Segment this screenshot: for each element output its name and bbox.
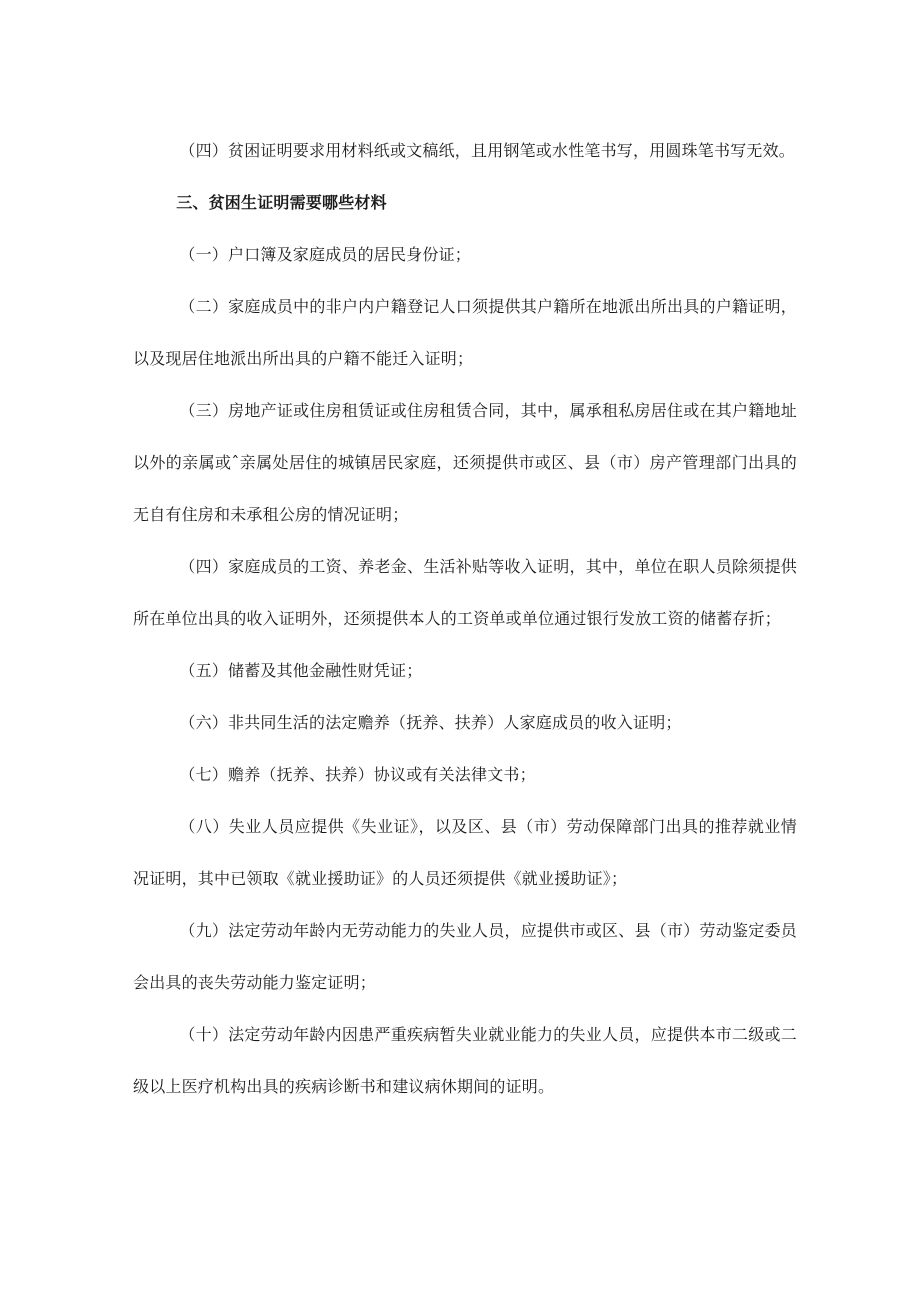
paragraph-material-7: （七）赡养（抚养、扶养）协议或有关法律文书； [179,765,536,784]
paragraph-material-1: （一）户口簿及家庭成员的居民身份证； [179,245,471,264]
paragraph-material-9: （九）法定劳动年龄内无劳动能力的失业人员，应提供市或区、县（市）劳动鉴定委员会出具的丧失劳动能力鉴定证明； [133,921,797,992]
paragraph-material-3: （三）房地产证或住房租赁证或住房租赁合同，其中，属承租私房居住或在其户籍地址以外的亲属或ˆ亲属处居住的城镇居民家庭，还须提供市或区、县（市）房产管理部门出具的无自有住房和未承租公房的情况证明； [133,401,797,524]
paragraph-material-4: （四）家庭成员的工资、养老金、生活补贴等收入证明，其中，单位在职人员除须提供所在单位出具的收入证明外，还须提供本人的工资单或单位通过银行发放工资的储蓄存折； [133,557,797,628]
paragraph-requirement-4: （四）贫困证明要求用材料纸或文稿纸，且用钢笔或水性笔书写，用圆珠笔书写无效。 [179,141,795,160]
paragraph-material-8: （八）失业人员应提供《失业证》，以及区、县（市）劳动保障部门出具的推荐就业情况证明，其中已领取《就业援助证》的人员还须提供《就业援助证》； [133,817,797,888]
paragraph-material-6: （六）非共同生活的法定赡养（抚养、扶养）人家庭成员的收入证明； [179,713,682,732]
document-body [133,125,797,1113]
section-heading-3: 三、贫困生证明需要哪些材料 [176,193,387,212]
paragraph-material-10: （十）法定劳动年龄内因患严重疾病暂失业就业能力的失业人员，应提供本市二级或二级以上医疗机构出具的疾病诊断书和建议病休期间的证明。 [133,1025,797,1096]
paragraph-material-5: （五）储蓄及其他金融性财凭证； [179,661,423,680]
paragraph-material-2: （二）家庭成员中的非户内户籍登记人口须提供其户籍所在地派出所出具的户籍证明，以及现居住地派出所出具的户籍不能迁入证明； [133,297,797,368]
